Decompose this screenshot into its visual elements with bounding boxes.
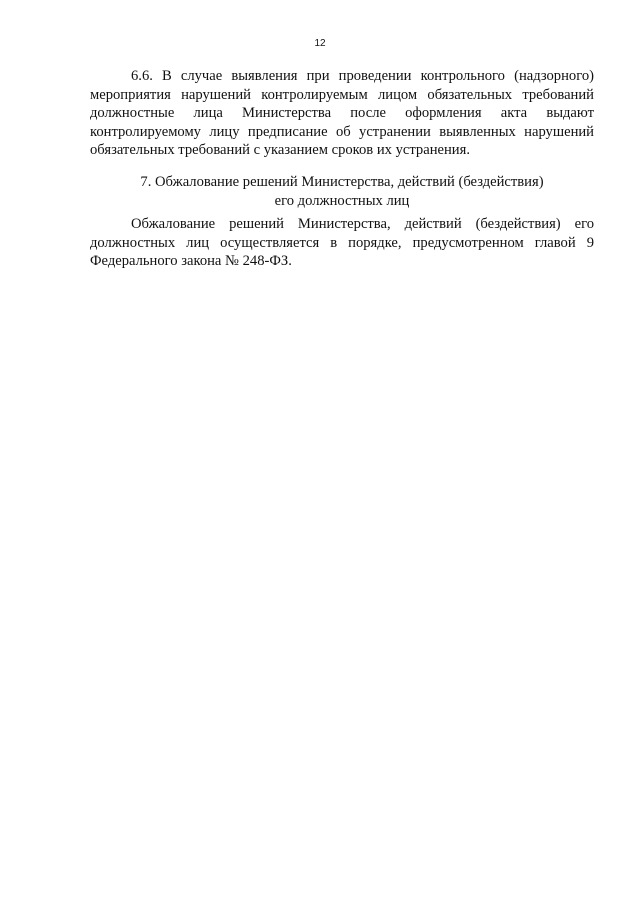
page-number: 12 [314, 38, 326, 49]
paragraph-6-6 [90, 67, 594, 160]
section-7-heading [90, 173, 594, 210]
paragraph-line: 6.6. В случае выявления при проведении контрольного (надзорного) [131, 68, 594, 84]
paragraph-line: должностных лиц осуществляется в порядке, предусмотренном главой 9 [90, 234, 594, 251]
paragraph-line: мероприятия нарушений контролируемым лицом обязательных требований [90, 86, 594, 103]
paragraph-line: обязательных требований с указанием сроков их устранения. [90, 142, 470, 159]
paragraph-line: контролируемому лицу предписание об устранении выявленных нарушений [90, 123, 594, 140]
heading-line: его должностных лиц [274, 192, 410, 209]
paragraph-line: Федерального закона № 248-ФЗ. [90, 253, 292, 270]
paragraph-line: Обжалование решений Министерства, действий (бездействия) его [131, 216, 594, 232]
heading-line: 7. Обжалование решений Министерства, действий (бездействия) [140, 174, 544, 190]
paragraph-line: должностные лица Министерства после оформления акта выдают [90, 105, 594, 122]
section-7-paragraph [90, 215, 594, 271]
